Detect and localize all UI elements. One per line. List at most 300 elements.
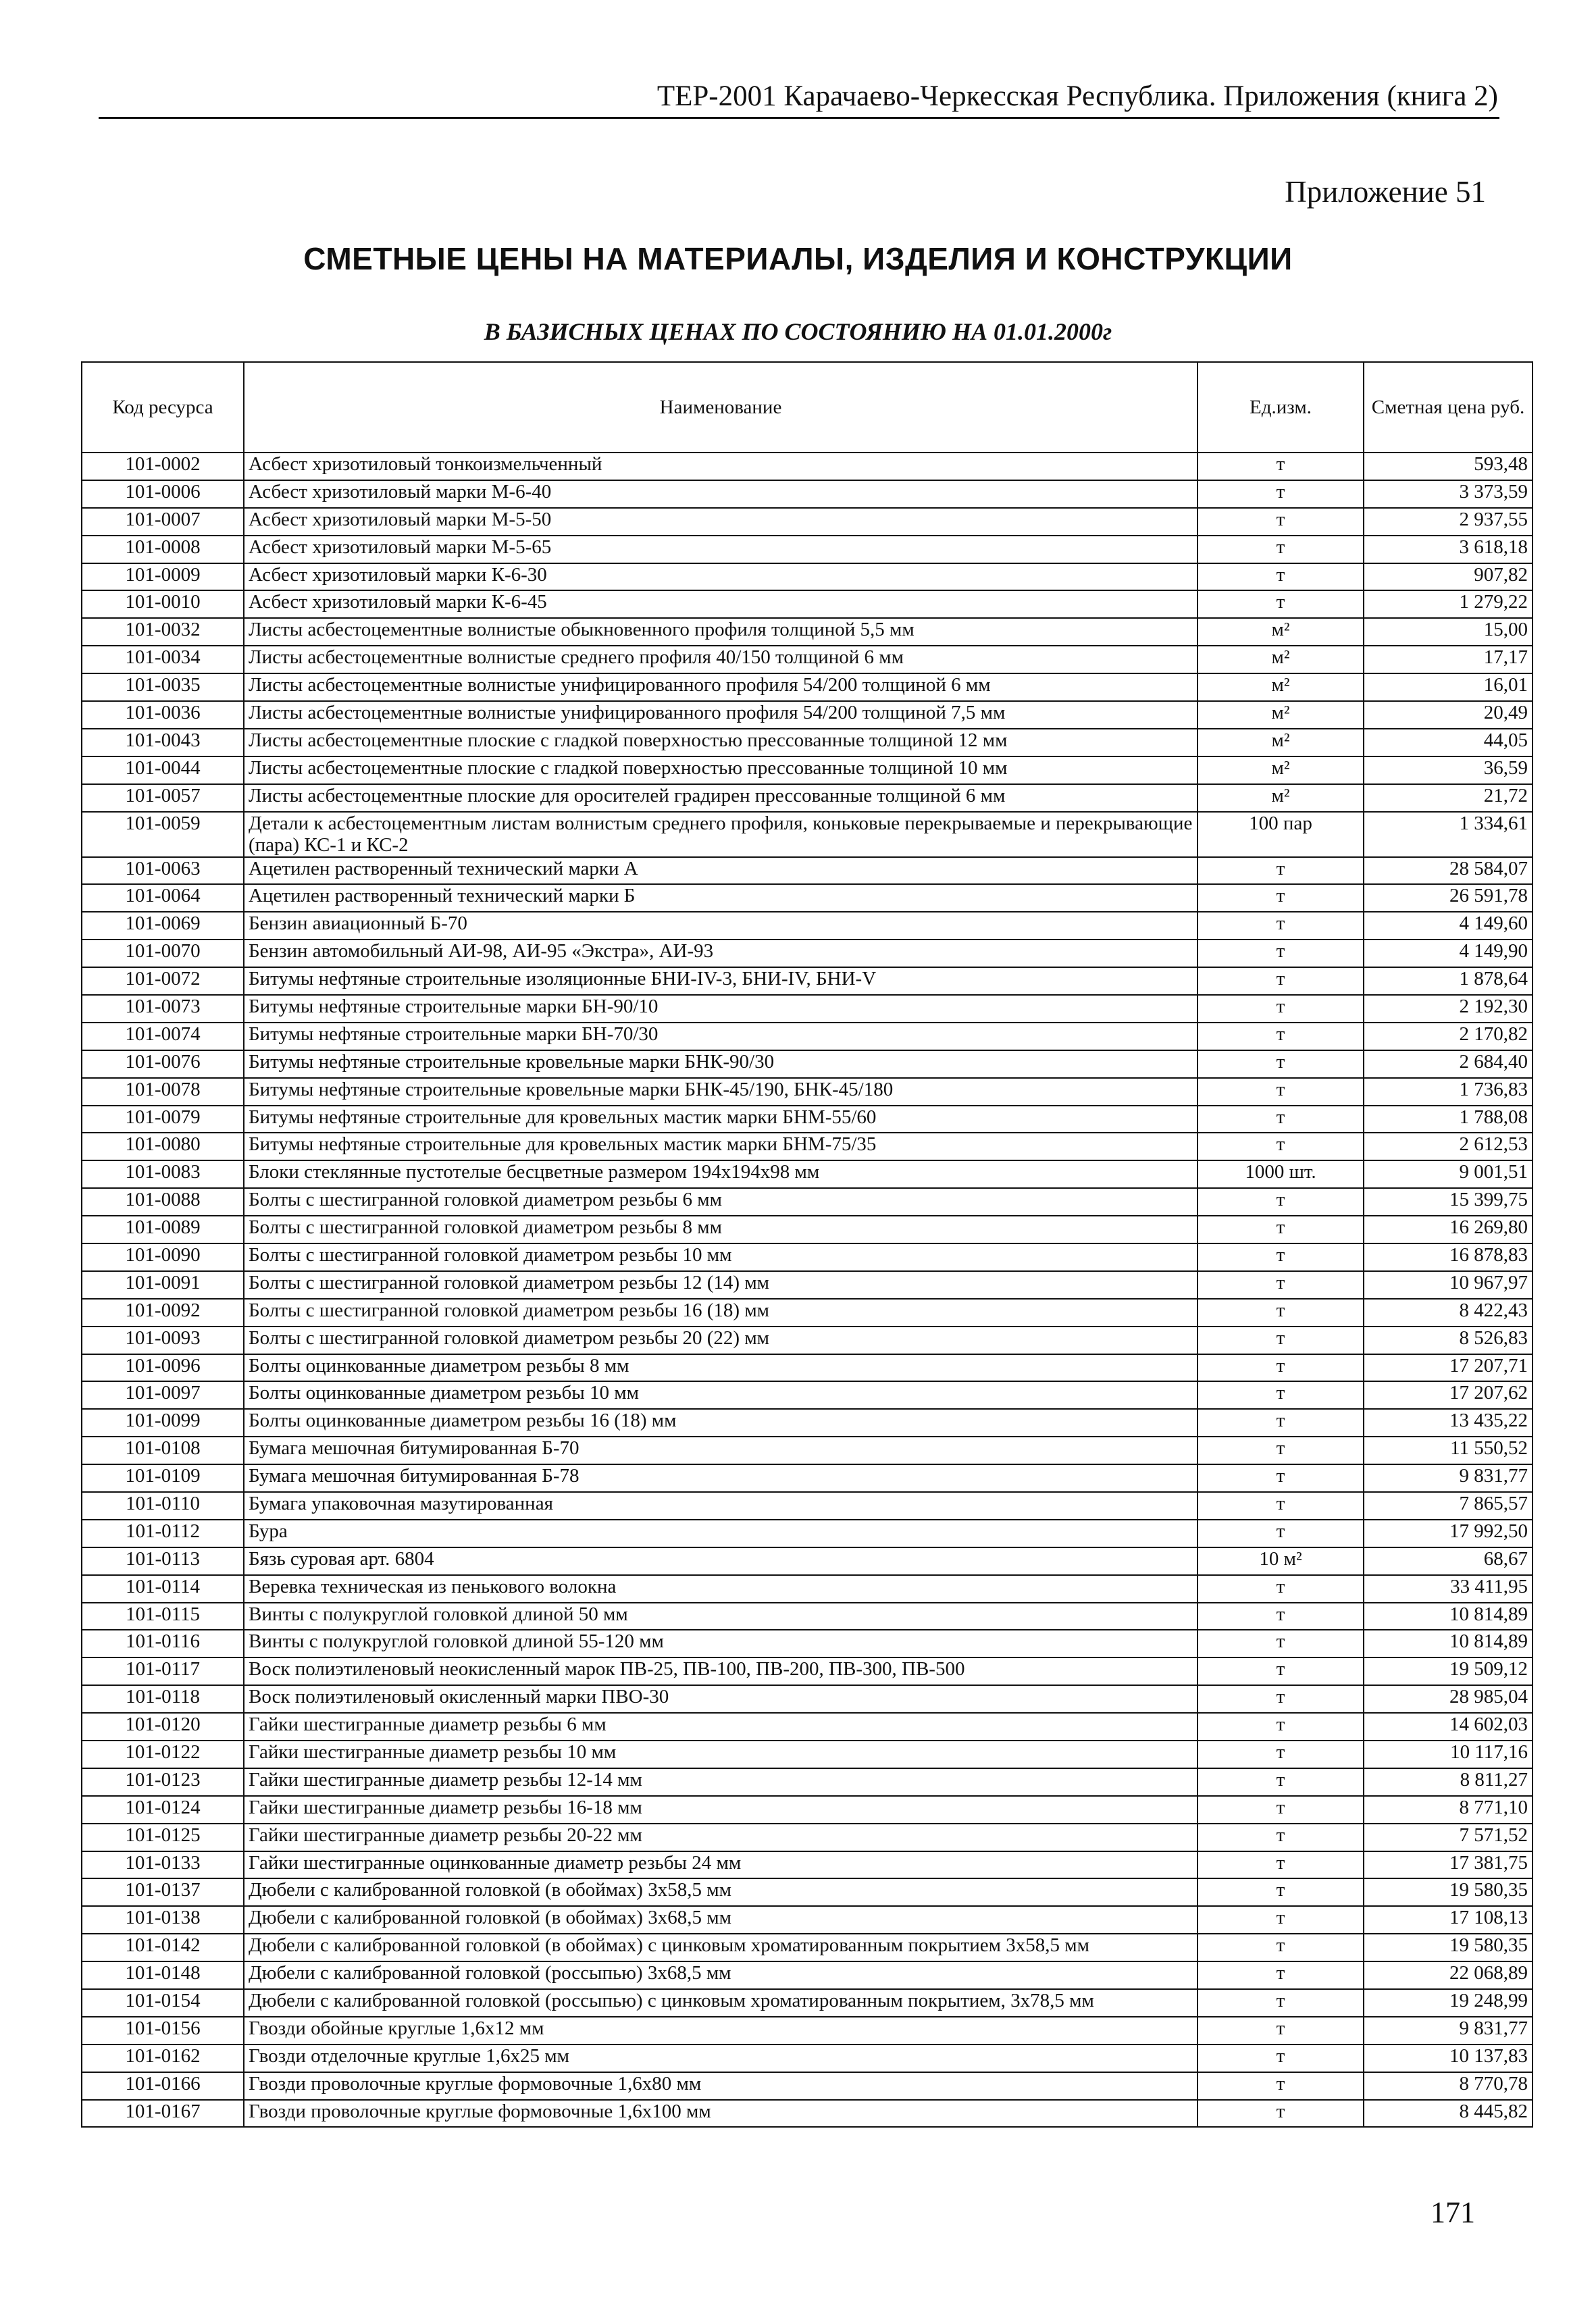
table-row (82, 1575, 1533, 1603)
price-cell: 17 207,71 (1364, 1354, 1533, 1382)
resource-code-cell: 101-0122 (82, 1741, 244, 1768)
unit-cell: 10 м² (1198, 1547, 1364, 1575)
unit-cell: т (1198, 2072, 1364, 2100)
resource-code-cell: 101-0167 (82, 2100, 244, 2128)
table-row (82, 701, 1533, 729)
resource-code-cell: 101-0118 (82, 1685, 244, 1713)
price-cell: 8 771,10 (1364, 1796, 1533, 1824)
unit-cell: т (1198, 967, 1364, 995)
unit-cell: т (1198, 2045, 1364, 2072)
resource-code-cell: 101-0154 (82, 1989, 244, 2017)
resource-name-cell: Болты оцинкованные диаметром резьбы 10 мм (244, 1381, 1198, 1409)
resource-code-cell: 101-0097 (82, 1381, 244, 1409)
resource-name-cell: Асбест хризотиловый марки М-6-40 (244, 480, 1198, 508)
unit-cell: т (1198, 2017, 1364, 2045)
price-cell: 10 967,97 (1364, 1271, 1533, 1299)
resource-name-cell: Гвозди отделочные круглые 1,6x25 мм (244, 2045, 1198, 2072)
resource-code-cell: 101-0108 (82, 1437, 244, 1464)
unit-cell: м² (1198, 756, 1364, 784)
unit-cell: т (1198, 1961, 1364, 1989)
resource-name-cell: Битумы нефтяные строительные кровельные марки БНК-45/190, БНК-45/180 (244, 1078, 1198, 1106)
resource-code-cell: 101-0069 (82, 912, 244, 940)
table-header-row (82, 362, 1533, 453)
unit-cell: т (1198, 1243, 1364, 1271)
price-cell: 1 279,22 (1364, 590, 1533, 618)
resource-name-cell: Болты с шестигранной головкой диаметром резьбы 8 мм (244, 1216, 1198, 1243)
resource-name-cell: Гайки шестигранные оцинкованные диаметр резьбы 24 мм (244, 1851, 1198, 1879)
price-cell: 10 117,16 (1364, 1741, 1533, 1768)
table-row (82, 1796, 1533, 1824)
unit-cell: м² (1198, 701, 1364, 729)
resource-code-cell: 101-0110 (82, 1492, 244, 1520)
resource-name-cell: Дюбели с калиброванной головкой (россыпью) с цинковым хроматированным покрытием, 3x78,5 мм (244, 1989, 1198, 2017)
unit-cell: т (1198, 1327, 1364, 1354)
price-cell: 33 411,95 (1364, 1575, 1533, 1603)
resource-name-cell: Бензин авиационный Б-70 (244, 912, 1198, 940)
table-row (82, 1741, 1533, 1768)
unit-cell: т (1198, 508, 1364, 536)
resource-name-cell: Воск полиэтиленовый окисленный марки ПВО-30 (244, 1685, 1198, 1713)
price-cell: 1 878,64 (1364, 967, 1533, 995)
price-cell: 19 248,99 (1364, 1989, 1533, 2017)
resource-name-cell: Болты оцинкованные диаметром резьбы 16 (18) мм (244, 1409, 1198, 1437)
price-cell: 2 170,82 (1364, 1023, 1533, 1050)
resource-code-cell: 101-0093 (82, 1327, 244, 1354)
resource-code-cell: 101-0112 (82, 1520, 244, 1547)
unit-cell: т (1198, 1409, 1364, 1437)
unit-cell: т (1198, 1741, 1364, 1768)
resource-code-cell: 101-0036 (82, 701, 244, 729)
price-cell: 2 612,53 (1364, 1133, 1533, 1160)
unit-cell: т (1198, 1685, 1364, 1713)
resource-name-cell: Бумага мешочная битумированная Б-78 (244, 1464, 1198, 1492)
resource-name-cell: Воск полиэтиленовый неокисленный марок ПВ-25, ПВ-100, ПВ-200, ПВ-300, ПВ-500 (244, 1657, 1198, 1685)
unit-cell: т (1198, 2100, 1364, 2128)
resource-code-cell: 101-0064 (82, 884, 244, 912)
table-row (82, 884, 1533, 912)
resource-name-cell: Болты оцинкованные диаметром резьбы 8 мм (244, 1354, 1198, 1382)
price-cell: 17 992,50 (1364, 1520, 1533, 1547)
table-row (82, 1078, 1533, 1106)
price-cell: 36,59 (1364, 756, 1533, 784)
price-cell: 1 334,61 (1364, 812, 1533, 857)
resource-code-cell: 101-0142 (82, 1934, 244, 1961)
resource-name-cell: Битумы нефтяные строительные изоляционные БНИ-IV-3, БНИ-IV, БНИ-V (244, 967, 1198, 995)
unit-cell: т (1198, 1989, 1364, 2017)
resource-code-cell: 101-0109 (82, 1464, 244, 1492)
unit-cell: т (1198, 1851, 1364, 1879)
resource-code-cell: 101-0043 (82, 729, 244, 756)
table-row (82, 967, 1533, 995)
unit-cell: т (1198, 1934, 1364, 1961)
price-cell: 28 584,07 (1364, 857, 1533, 885)
unit-cell: т (1198, 1603, 1364, 1630)
unit-cell: т (1198, 590, 1364, 618)
resource-name-cell: Гайки шестигранные диаметр резьбы 10 мм (244, 1741, 1198, 1768)
table-row (82, 2072, 1533, 2100)
unit-cell: т (1198, 536, 1364, 563)
table-row (82, 729, 1533, 756)
column-header-name: Наименование (244, 362, 1198, 453)
unit-cell: т (1198, 1381, 1364, 1409)
resource-name-cell: Листы асбестоцементные волнистые среднего профиля 40/150 толщиной 6 мм (244, 646, 1198, 673)
price-cell: 21,72 (1364, 784, 1533, 812)
unit-cell: т (1198, 1216, 1364, 1243)
unit-cell: т (1198, 1630, 1364, 1657)
resource-name-cell: Битумы нефтяные строительные кровельные марки БНК-90/30 (244, 1050, 1198, 1078)
table-row (82, 756, 1533, 784)
resource-name-cell: Винты с полукруглой головкой длиной 50 мм (244, 1603, 1198, 1630)
table-row (82, 1271, 1533, 1299)
column-header-code: Код ресурса (82, 362, 244, 453)
resource-name-cell: Бензин автомобильный АИ-98, АИ-95 «Экстра», АИ-93 (244, 940, 1198, 967)
table-row (82, 1216, 1533, 1243)
resource-code-cell: 101-0156 (82, 2017, 244, 2045)
table-row (82, 1243, 1533, 1271)
resource-code-cell: 101-0091 (82, 1271, 244, 1299)
resource-name-cell: Детали к асбестоцементным листам волнистым среднего профиля, коньковые перекрываемые и перекрывающие (пара) КС-1 и КС-2 (244, 812, 1198, 857)
resource-name-cell: Бумага упаковочная мазутированная (244, 1492, 1198, 1520)
resource-code-cell: 101-0123 (82, 1768, 244, 1796)
table-row (82, 2017, 1533, 2045)
document-title: СМЕТНЫЕ ЦЕНЫ НА МАТЕРИАЛЫ, ИЗДЕЛИЯ И КОНСТРУКЦИИ (303, 241, 1293, 276)
resource-name-cell: Бумага мешочная битумированная Б-70 (244, 1437, 1198, 1464)
page-number: 171 (1431, 2196, 1475, 2229)
resource-code-cell: 101-0010 (82, 590, 244, 618)
unit-cell: т (1198, 480, 1364, 508)
price-cell: 15,00 (1364, 618, 1533, 646)
price-cell: 19 509,12 (1364, 1657, 1533, 1685)
table-row (82, 646, 1533, 673)
table-row (82, 857, 1533, 885)
resource-code-cell: 101-0057 (82, 784, 244, 812)
unit-cell: т (1198, 1354, 1364, 1382)
unit-cell: т (1198, 453, 1364, 480)
unit-cell: т (1198, 912, 1364, 940)
price-cell: 907,82 (1364, 563, 1533, 591)
table-row (82, 812, 1533, 857)
resource-code-cell: 101-0059 (82, 812, 244, 857)
resource-code-cell: 101-0079 (82, 1106, 244, 1133)
unit-cell: т (1198, 1824, 1364, 1851)
appendix-label: Приложение 51 (1285, 175, 1486, 209)
resource-name-cell: Болты с шестигранной головкой диаметром резьбы 10 мм (244, 1243, 1198, 1271)
price-cell: 3 618,18 (1364, 536, 1533, 563)
resource-name-cell: Болты с шестигранной головкой диаметром резьбы 20 (22) мм (244, 1327, 1198, 1354)
resource-code-cell: 101-0092 (82, 1299, 244, 1327)
table-row (82, 2100, 1533, 2128)
table-row (82, 1824, 1533, 1851)
resource-code-cell: 101-0044 (82, 756, 244, 784)
table-row (82, 480, 1533, 508)
unit-cell: т (1198, 884, 1364, 912)
table-row (82, 1106, 1533, 1133)
resource-name-cell: Листы асбестоцементные волнистые обыкновенного профиля толщиной 5,5 мм (244, 618, 1198, 646)
table-row (82, 995, 1533, 1023)
resource-name-cell: Гайки шестигранные диаметр резьбы 20-22 мм (244, 1824, 1198, 1851)
resource-code-cell: 101-0070 (82, 940, 244, 967)
table-row (82, 1961, 1533, 1989)
unit-cell: м² (1198, 784, 1364, 812)
resource-code-cell: 101-0002 (82, 453, 244, 480)
table-row (82, 1547, 1533, 1575)
resource-name-cell: Ацетилен растворенный технический марки Б (244, 884, 1198, 912)
table-row (82, 1050, 1533, 1078)
resource-code-cell: 101-0120 (82, 1713, 244, 1741)
resource-name-cell: Битумы нефтяные строительные для кровельных мастик марки БНМ-75/35 (244, 1133, 1198, 1160)
resource-code-cell: 101-0148 (82, 1961, 244, 1989)
price-cell: 20,49 (1364, 701, 1533, 729)
resource-code-cell: 101-0063 (82, 857, 244, 885)
resource-name-cell: Веревка техническая из пенькового волокна (244, 1575, 1198, 1603)
price-cell: 17 108,13 (1364, 1906, 1533, 1934)
table-row (82, 1492, 1533, 1520)
resource-code-cell: 101-0099 (82, 1409, 244, 1437)
resource-code-cell: 101-0080 (82, 1133, 244, 1160)
unit-cell: т (1198, 1271, 1364, 1299)
unit-cell: м² (1198, 618, 1364, 646)
resource-name-cell: Битумы нефтяные строительные марки БН-70/30 (244, 1023, 1198, 1050)
header-rule (99, 117, 1499, 119)
table-row (82, 1160, 1533, 1188)
price-cell: 19 580,35 (1364, 1878, 1533, 1906)
unit-cell: т (1198, 1437, 1364, 1464)
unit-cell: т (1198, 1299, 1364, 1327)
price-cell: 8 770,78 (1364, 2072, 1533, 2100)
unit-cell: т (1198, 1657, 1364, 1685)
resource-name-cell: Битумы нефтяные строительные марки БН-90/10 (244, 995, 1198, 1023)
unit-cell: т (1198, 1188, 1364, 1216)
resource-name-cell: Асбест хризотиловый марки М-5-50 (244, 508, 1198, 536)
table-row (82, 1768, 1533, 1796)
price-cell: 17,17 (1364, 646, 1533, 673)
price-cell: 3 373,59 (1364, 480, 1533, 508)
unit-cell: т (1198, 1492, 1364, 1520)
resource-name-cell: Бура (244, 1520, 1198, 1547)
unit-cell: т (1198, 857, 1364, 885)
table-row (82, 1299, 1533, 1327)
table-row (82, 563, 1533, 591)
table-row (82, 1603, 1533, 1630)
table-row (82, 1713, 1533, 1741)
unit-cell: м² (1198, 729, 1364, 756)
resource-name-cell: Винты с полукруглой головкой длиной 55-120 мм (244, 1630, 1198, 1657)
resource-code-cell: 101-0133 (82, 1851, 244, 1879)
price-cell: 26 591,78 (1364, 884, 1533, 912)
price-cell: 8 445,82 (1364, 2100, 1533, 2128)
resource-name-cell: Дюбели с калиброванной головкой (в обоймах) с цинковым хроматированным покрытием 3x58,5 мм (244, 1934, 1198, 1961)
price-cell: 593,48 (1364, 453, 1533, 480)
resource-code-cell: 101-0166 (82, 2072, 244, 2100)
price-cell: 28 985,04 (1364, 1685, 1533, 1713)
table-row (82, 940, 1533, 967)
table-row (82, 1878, 1533, 1906)
price-cell: 44,05 (1364, 729, 1533, 756)
resource-code-cell: 101-0073 (82, 995, 244, 1023)
price-cell: 9 001,51 (1364, 1160, 1533, 1188)
price-cell: 8 526,83 (1364, 1327, 1533, 1354)
resource-name-cell: Листы асбестоцементные плоские с гладкой поверхностью прессованные толщиной 10 мм (244, 756, 1198, 784)
table-row (82, 1934, 1533, 1961)
resource-code-cell: 101-0007 (82, 508, 244, 536)
column-header-unit: Ед.изм. (1198, 362, 1364, 453)
resource-code-cell: 101-0116 (82, 1630, 244, 1657)
resource-name-cell: Болты с шестигранной головкой диаметром резьбы 16 (18) мм (244, 1299, 1198, 1327)
table-row (82, 1851, 1533, 1879)
resource-name-cell: Бязь суровая арт. 6804 (244, 1547, 1198, 1575)
resource-code-cell: 101-0089 (82, 1216, 244, 1243)
resource-code-cell: 101-0137 (82, 1878, 244, 1906)
resource-name-cell: Дюбели с калиброванной головкой (в обоймах) 3x58,5 мм (244, 1878, 1198, 1906)
table-row (82, 1989, 1533, 2017)
table-row (82, 912, 1533, 940)
unit-cell: т (1198, 1906, 1364, 1934)
resource-name-cell: Асбест хризотиловый тонкоизмельченный (244, 453, 1198, 480)
price-cell: 4 149,60 (1364, 912, 1533, 940)
resource-code-cell: 101-0009 (82, 563, 244, 591)
price-table (81, 361, 1533, 2128)
resource-code-cell: 101-0162 (82, 2045, 244, 2072)
price-cell: 8 422,43 (1364, 1299, 1533, 1327)
price-cell: 10 814,89 (1364, 1630, 1533, 1657)
price-cell: 2 937,55 (1364, 508, 1533, 536)
price-cell: 1 736,83 (1364, 1078, 1533, 1106)
table-row (82, 1188, 1533, 1216)
resource-code-cell: 101-0124 (82, 1796, 244, 1824)
unit-cell: т (1198, 1078, 1364, 1106)
price-cell: 8 811,27 (1364, 1768, 1533, 1796)
resource-code-cell: 101-0034 (82, 646, 244, 673)
unit-cell: т (1198, 1796, 1364, 1824)
resource-code-cell: 101-0088 (82, 1188, 244, 1216)
resource-code-cell: 101-0006 (82, 480, 244, 508)
resource-name-cell: Гайки шестигранные диаметр резьбы 12-14 мм (244, 1768, 1198, 1796)
resource-code-cell: 101-0032 (82, 618, 244, 646)
price-cell: 7 571,52 (1364, 1824, 1533, 1851)
table-row (82, 618, 1533, 646)
price-cell: 16 269,80 (1364, 1216, 1533, 1243)
resource-code-cell: 101-0074 (82, 1023, 244, 1050)
table-row (82, 2045, 1533, 2072)
unit-cell: т (1198, 1023, 1364, 1050)
resource-name-cell: Листы асбестоцементные плоские с гладкой поверхностью прессованные толщиной 12 мм (244, 729, 1198, 756)
resource-name-cell: Гайки шестигранные диаметр резьбы 6 мм (244, 1713, 1198, 1741)
table-row (82, 1464, 1533, 1492)
document-subtitle: В БАЗИСНЫХ ЦЕНАХ ПО СОСТОЯНИЮ НА 01.01.2000г (484, 318, 1112, 345)
resource-name-cell: Асбест хризотиловый марки К-6-45 (244, 590, 1198, 618)
price-cell: 11 550,52 (1364, 1437, 1533, 1464)
resource-name-cell: Гвозди обойные круглые 1,6x12 мм (244, 2017, 1198, 2045)
resource-code-cell: 101-0096 (82, 1354, 244, 1382)
resource-code-cell: 101-0113 (82, 1547, 244, 1575)
table-row (82, 1354, 1533, 1382)
resource-name-cell: Дюбели с калиброванной головкой (россыпью) 3x68,5 мм (244, 1961, 1198, 1989)
unit-cell: т (1198, 1768, 1364, 1796)
resource-code-cell: 101-0035 (82, 673, 244, 701)
table-row (82, 1657, 1533, 1685)
resource-name-cell: Листы асбестоцементные волнистые унифицированного профиля 54/200 толщиной 6 мм (244, 673, 1198, 701)
resource-code-cell: 101-0083 (82, 1160, 244, 1188)
resource-code-cell: 101-0078 (82, 1078, 244, 1106)
table-row (82, 536, 1533, 563)
price-cell: 68,67 (1364, 1547, 1533, 1575)
price-table-body (82, 453, 1533, 2127)
price-cell: 13 435,22 (1364, 1409, 1533, 1437)
unit-cell: т (1198, 1133, 1364, 1160)
resource-name-cell: Гвозди проволочные круглые формовочные 1,6x80 мм (244, 2072, 1198, 2100)
table-row (82, 1520, 1533, 1547)
resource-code-cell: 101-0117 (82, 1657, 244, 1685)
resource-name-cell: Ацетилен растворенный технический марки А (244, 857, 1198, 885)
table-row (82, 590, 1533, 618)
unit-cell: т (1198, 563, 1364, 591)
price-cell: 2 192,30 (1364, 995, 1533, 1023)
table-row (82, 1685, 1533, 1713)
price-cell: 17 207,62 (1364, 1381, 1533, 1409)
unit-cell: т (1198, 1878, 1364, 1906)
unit-cell: т (1198, 1520, 1364, 1547)
resource-name-cell: Блоки стеклянные пустотелые бесцветные размером 194x194x98 мм (244, 1160, 1198, 1188)
resource-name-cell: Болты с шестигранной головкой диаметром резьбы 12 (14) мм (244, 1271, 1198, 1299)
price-cell: 17 381,75 (1364, 1851, 1533, 1879)
resource-name-cell: Асбест хризотиловый марки М-5-65 (244, 536, 1198, 563)
table-row (82, 1381, 1533, 1409)
price-cell: 16,01 (1364, 673, 1533, 701)
table-row (82, 1437, 1533, 1464)
unit-cell: т (1198, 1575, 1364, 1603)
unit-cell: т (1198, 1713, 1364, 1741)
running-header: ТЕР-2001 Карачаево-Черкесская Республика. Приложения (книга 2) (657, 80, 1498, 112)
price-cell: 19 580,35 (1364, 1934, 1533, 1961)
unit-cell: м² (1198, 646, 1364, 673)
unit-cell: т (1198, 940, 1364, 967)
resource-code-cell: 101-0138 (82, 1906, 244, 1934)
resource-name-cell: Гайки шестигранные диаметр резьбы 16-18 мм (244, 1796, 1198, 1824)
price-cell: 7 865,57 (1364, 1492, 1533, 1520)
price-cell: 1 788,08 (1364, 1106, 1533, 1133)
resource-code-cell: 101-0114 (82, 1575, 244, 1603)
table-row (82, 1327, 1533, 1354)
unit-cell: т (1198, 1106, 1364, 1133)
resource-name-cell: Болты с шестигранной головкой диаметром резьбы 6 мм (244, 1188, 1198, 1216)
unit-cell: 100 пар (1198, 812, 1364, 857)
price-cell: 10 137,83 (1364, 2045, 1533, 2072)
table-row (82, 1630, 1533, 1657)
table-row (82, 1023, 1533, 1050)
resource-name-cell: Дюбели с калиброванной головкой (в обоймах) 3x68,5 мм (244, 1906, 1198, 1934)
unit-cell: т (1198, 1050, 1364, 1078)
unit-cell: 1000 шт. (1198, 1160, 1364, 1188)
table-row (82, 508, 1533, 536)
price-cell: 9 831,77 (1364, 2017, 1533, 2045)
price-cell: 14 602,03 (1364, 1713, 1533, 1741)
price-cell: 4 149,90 (1364, 940, 1533, 967)
price-cell: 22 068,89 (1364, 1961, 1533, 1989)
table-row (82, 784, 1533, 812)
column-header-price: Сметная цена руб. (1364, 362, 1533, 453)
price-cell: 2 684,40 (1364, 1050, 1533, 1078)
unit-cell: т (1198, 995, 1364, 1023)
resource-code-cell: 101-0008 (82, 536, 244, 563)
price-cell: 16 878,83 (1364, 1243, 1533, 1271)
resource-code-cell: 101-0076 (82, 1050, 244, 1078)
resource-code-cell: 101-0072 (82, 967, 244, 995)
resource-name-cell: Листы асбестоцементные волнистые унифицированного профиля 54/200 толщиной 7,5 мм (244, 701, 1198, 729)
resource-name-cell: Листы асбестоцементные плоские для оросителей градирен прессованные толщиной 6 мм (244, 784, 1198, 812)
table-row (82, 1133, 1533, 1160)
table-row (82, 1409, 1533, 1437)
table-row (82, 673, 1533, 701)
